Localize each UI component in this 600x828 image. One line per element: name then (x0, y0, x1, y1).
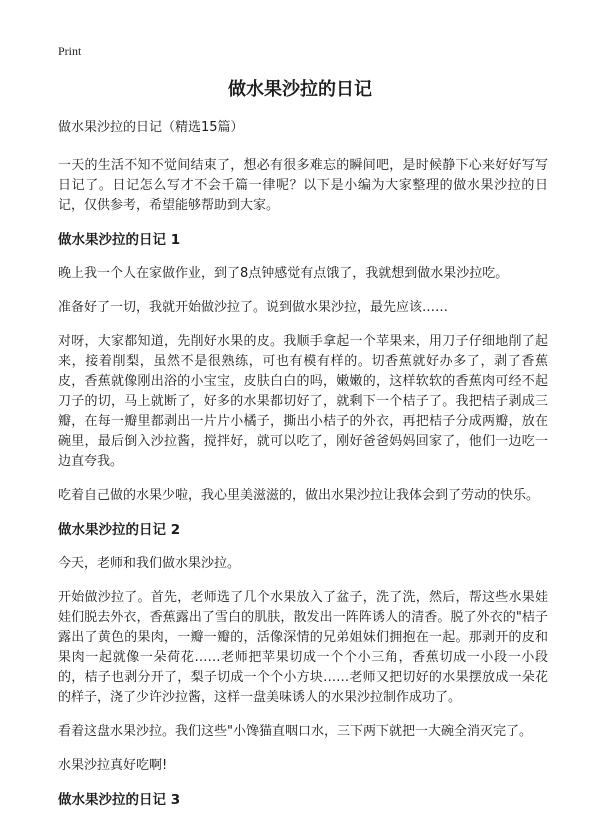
document-body (58, 118, 548, 824)
section-2-paragraph: 今天，老师和我们做水果沙拉。 (58, 556, 241, 571)
intro-paragraph: 一天的生活不知不觉间结束了，想必有很多难忘的瞬间吧，是时候静下心来好好写写日记了。日记怎么写才不会千篇一律呢？以下是小编为大家整理的做水果沙拉的日记，仅供参考，希望能够帮助到大家。 (58, 158, 548, 213)
print-link[interactable]: Print (58, 44, 82, 58)
section-2-paragraph: 开始做沙拉了。首先，老师选了几个水果放入了盆子，洗了洗，然后，帮这些水果娃娃们脱去外衣，香蕉露出了雪白的肌肤，散发出一阵阵诱人的清香。脱了外衣的"桔子露出了黄色的果肉，一瓣一瓣的，活像深情的兄弟姐妹们拥抱在一起。那剥开的皮和果肉一起就像一朵荷花……老师把苹果切成一个个小三角，香蕉切成一小段一小段的，桔子也剥分开了，梨子切成一个个小方块……老师又把切好的水果摆放成一朵花的样子，浇了少许沙拉酱，这样一盘美味诱人的水果沙拉制作成功了。 (58, 590, 548, 705)
page-title: 做水果沙拉的日记 (228, 79, 372, 100)
section-1-paragraph: 准备好了一切，我就开始做沙拉了。说到做水果沙拉，最先应该…… (58, 300, 449, 315)
section-1-paragraph: 对呀，大家都知道，先削好水果的皮。我顺手拿起一个苹果来，用刀子仔细地削了起来，接着削梨，虽然不是很熟练，可也有模有样的。切香蕉就好办多了，剥了香蕉皮，香蕉就像刚出浴的小宝宝，皮肤白白的吗，嫩嫩的，这样软软的香蕉肉可经不起刀子的切，马上就断了，好多的水果都切好了，就剩下一个桔子了。我把桔子剥成三瓣，在每一瓣里都剥出一片片小橘子，撕出小桔子的外衣，再把桔子分成两瓣，放在碗里，最后倒入沙拉酱，搅拌好，就可以吃了，刚好爸爸妈妈回家了，他们一边吃一边直夸我。 (58, 334, 548, 469)
section-1-paragraph: 晚上我一个人在家做作业，到了8点钟感觉有点饿了，我就想到做水果沙拉吃。 (58, 266, 509, 281)
section-2-paragraph: 水果沙拉真好吃啊! (58, 758, 168, 773)
document-subtitle: 做水果沙拉的日记（精选15篇） (58, 120, 244, 135)
section-1-paragraph: 吃着自己做的水果少啦，我心里美滋滋的，做出水果沙拉让我体会到了劳动的快乐。 (58, 488, 540, 503)
section-heading-2: 做水果沙拉的日记 2 (58, 522, 181, 538)
section-2-paragraph: 看着这盘水果沙拉。我们这些"小馋猫直咽口水，三下两下就把一大碗全消灭完了。 (58, 724, 532, 739)
section-heading-1: 做水果沙拉的日记 1 (58, 232, 181, 248)
section-heading-3: 做水果沙拉的日记 3 (58, 792, 181, 808)
